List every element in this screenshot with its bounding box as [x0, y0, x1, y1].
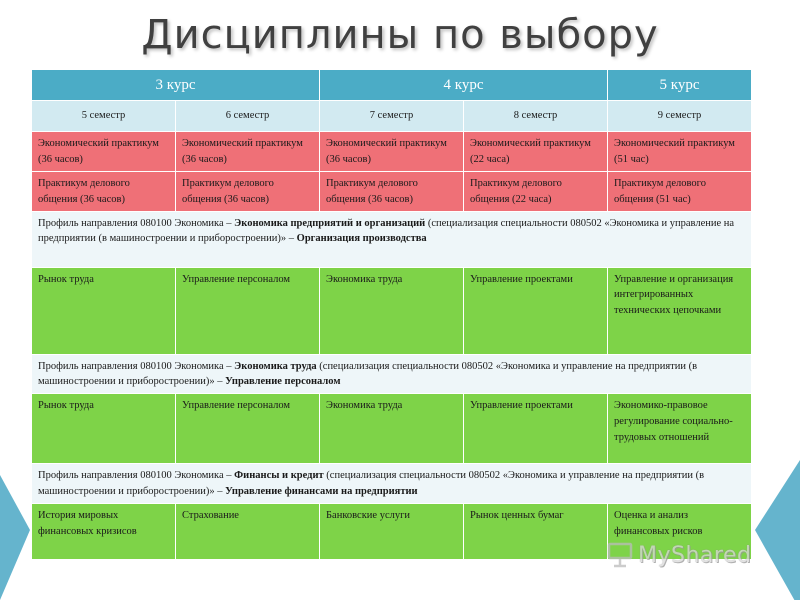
table-cell: Рынок труда — [32, 267, 176, 354]
table-cell: Управление и организация интегрированных технических цепочками — [608, 267, 752, 354]
table-cell: Управление проектами — [464, 394, 608, 464]
profile-courses-row — [32, 504, 752, 560]
table-cell: Экономический практикум (51 час) — [608, 132, 752, 172]
decor-left-triangle — [0, 475, 30, 600]
semester-header: 5 семестр — [32, 101, 176, 132]
profile-row — [32, 354, 752, 394]
semester-header: 7 семестр — [320, 101, 464, 132]
table-cell: Экономический практикум (36 часов) — [176, 132, 320, 172]
table-cell: Управление персоналом — [176, 267, 320, 354]
table-cell: Практикум делового общения (36 часов) — [176, 172, 320, 212]
table-cell: Практикум делового общения (36 часов) — [32, 172, 176, 212]
semester-header: 8 семестр — [464, 101, 608, 132]
table-cell: Страхование — [176, 504, 320, 560]
econ-practicum-row — [32, 132, 752, 172]
table-cell: Оценка и анализ финансовых рисков — [608, 504, 752, 560]
table-cell: Практикум делового общения (51 час) — [608, 172, 752, 212]
table-cell: Управление проектами — [464, 267, 608, 354]
semester-header-row — [32, 101, 752, 132]
profile-row — [32, 464, 752, 504]
table-cell: Рынок труда — [32, 394, 176, 464]
business-practicum-row — [32, 172, 752, 212]
table-cell: Экономический практикум (36 часов) — [32, 132, 176, 172]
table-cell: Практикум делового общения (22 часа) — [464, 172, 608, 212]
profile-courses-row — [32, 267, 752, 354]
course-header-row — [32, 70, 752, 101]
table-cell: Экономика труда — [320, 267, 464, 354]
profile-description: Профиль направления 080100 Экономика – Финансы и кредит (специализация специальности 080502 «Экономика и управление на предприятии (в машиностроении и приборостроении)» – Управление финансами на предприятии — [32, 464, 752, 504]
table-cell: Экономика труда — [320, 394, 464, 464]
table-cell: Рынок ценных бумаг — [464, 504, 608, 560]
table-cell: Практикум делового общения (36 часов) — [320, 172, 464, 212]
semester-header: 9 семестр — [608, 101, 752, 132]
course-header: 3 курс — [32, 70, 320, 101]
course-header: 4 курс — [320, 70, 608, 101]
profile-description: Профиль направления 080100 Экономика – Экономика труда (специализация специальности 080502 «Экономика и управление на предприятии (в машиностроении и приборостроении)» – Управление персоналом — [32, 354, 752, 394]
profile-description: Профиль направления 080100 Экономика – Экономика предприятий и организаций (специализация специальности 080502 «Экономика и управление на предприятии (в машиностроении и приборостроении)» – Организация производства — [32, 211, 752, 267]
table-cell: Управление персоналом — [176, 394, 320, 464]
profile-courses-row — [32, 394, 752, 464]
profile-row — [32, 211, 752, 267]
table-cell: Банковские услуги — [320, 504, 464, 560]
decor-right-triangle — [755, 460, 800, 600]
watermark-text: MyShared — [638, 542, 752, 568]
table-cell: Экономический практикум (22 часа) — [464, 132, 608, 172]
semester-header: 6 семестр — [176, 101, 320, 132]
table-cell: Экономико-правовое регулирование социально-трудовых отношений — [608, 394, 752, 464]
table-cell: История мировых финансовых кризисов — [32, 504, 176, 560]
table-cell: Экономический практикум (36 часов) — [320, 132, 464, 172]
disciplines-table — [31, 69, 752, 560]
course-header: 5 курс — [608, 70, 752, 101]
page-title: Дисциплины по выбору — [141, 12, 659, 58]
